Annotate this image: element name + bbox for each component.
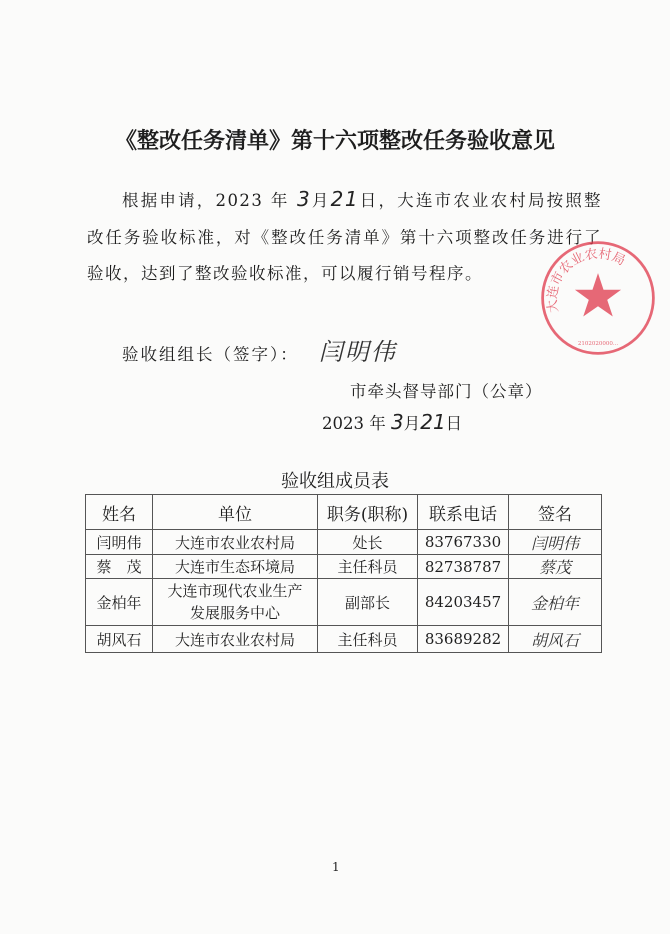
page-number: 1 xyxy=(332,860,340,874)
table-row xyxy=(86,555,602,579)
cell-signature: 胡风石 xyxy=(509,626,602,653)
handwritten-month: 3 xyxy=(390,410,404,434)
leader-signature: 闫明伟 xyxy=(318,338,397,366)
header-phone: 联系电话 xyxy=(418,495,509,530)
cell-name: 蔡 茂 xyxy=(86,555,153,579)
members-table xyxy=(85,494,602,653)
handwritten-month: 3 xyxy=(297,187,312,211)
department-label: 市牵头督导部门（公章） xyxy=(350,382,543,401)
handwritten-day: 21 xyxy=(330,187,360,211)
cell-phone: 84203457 xyxy=(418,579,509,626)
document-title: 《整改任务清单》第十六项整改任务验收意见 xyxy=(114,129,555,154)
month-char: 月 xyxy=(403,414,421,433)
paragraph-text: 根据申请，2023 年 xyxy=(122,191,297,210)
cell-name: 闫明伟 xyxy=(86,530,153,555)
cell-phone: 82738787 xyxy=(418,555,509,579)
table-row xyxy=(86,626,602,653)
header-position: 职务(职称) xyxy=(318,495,418,530)
cell-unit: 大连市现代农业生产发展服务中心 xyxy=(153,579,318,626)
table-header-row xyxy=(86,495,602,530)
seal-star-icon xyxy=(575,273,621,316)
cell-position: 主任科员 xyxy=(318,555,418,579)
table-row xyxy=(86,530,602,555)
table-title: 验收组成员表 xyxy=(281,471,389,492)
table-row xyxy=(86,579,602,626)
seal-text: 大连市农业农村局 xyxy=(545,246,628,314)
cell-unit: 大连市农业农村局 xyxy=(153,530,318,555)
header-signature: 签名 xyxy=(509,495,602,530)
sign-date xyxy=(322,410,462,434)
cell-name: 胡风石 xyxy=(86,626,153,653)
cell-position: 主任科员 xyxy=(318,626,418,653)
svg-text:大连市农业农村局 xyxy=(544,246,627,314)
official-seal xyxy=(538,238,658,358)
cell-unit: 大连市生态环境局 xyxy=(153,555,318,579)
body-paragraph xyxy=(87,181,602,293)
cell-phone: 83689282 xyxy=(418,626,509,653)
cell-position: 副部长 xyxy=(318,579,418,626)
cell-unit: 大连市农业农村局 xyxy=(153,626,318,653)
leader-signature-line xyxy=(122,332,397,367)
header-unit: 单位 xyxy=(153,495,318,530)
cell-signature: 蔡茂 xyxy=(509,555,602,579)
cell-signature: 金柏年 xyxy=(509,579,602,626)
cell-signature: 闫明伟 xyxy=(509,530,602,555)
cell-name: 金柏年 xyxy=(86,579,153,626)
date-year: 2023 年 xyxy=(322,414,391,433)
cell-phone: 83767330 xyxy=(418,530,509,555)
header-name: 姓名 xyxy=(86,495,153,530)
cell-position: 处长 xyxy=(318,530,418,555)
paragraph-text: 日，大连市农业农村局按照整改任务验收标准，对《整改任务清单》第十六项整改任务进行了验收，达到了整改验收标准，可以履行销号程序。 xyxy=(87,191,603,283)
seal-code: 2102020000... xyxy=(577,341,619,348)
month-char: 月 xyxy=(311,191,331,210)
handwritten-day: 21 xyxy=(420,410,446,434)
leader-label: 验收组组长（签字）： xyxy=(122,345,299,364)
day-char: 日 xyxy=(445,414,463,433)
